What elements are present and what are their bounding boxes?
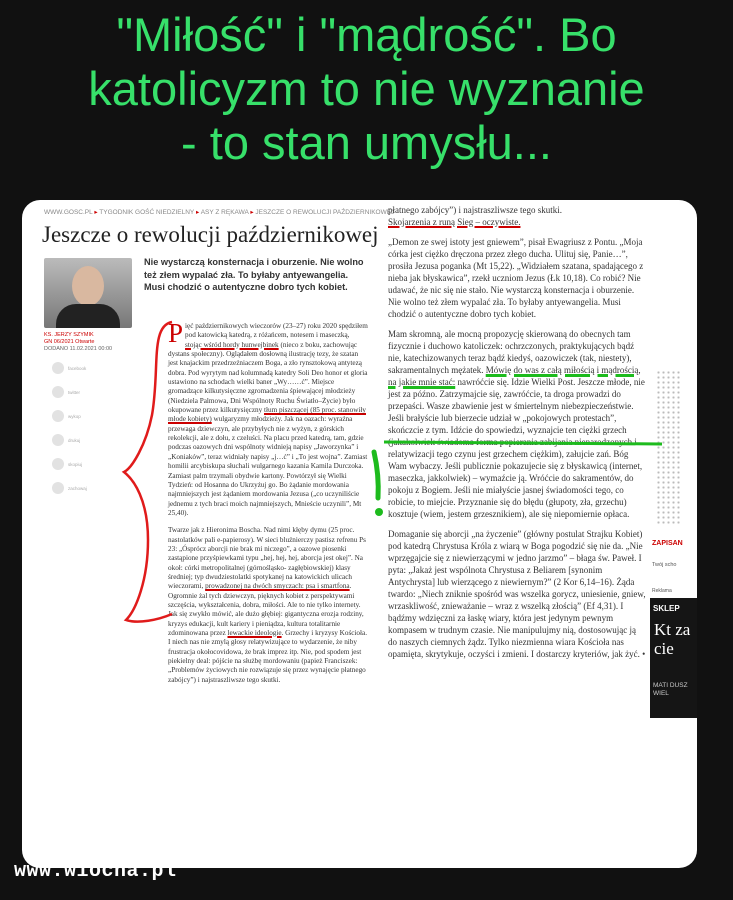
highlighted-phrase: Mówię do was z całą miłością i mądrością, na jakie mnie stać: [388,365,641,387]
underlined-phrase: tłum piszczącej (85 proc. stanowiły młode kobiety) [168,406,366,424]
print-icon [52,434,64,446]
shop-banner[interactable] [650,598,697,718]
breadcrumb-item[interactable]: ASY Z RĘKAWA [200,209,249,216]
print-button[interactable]: drukuj [52,434,87,446]
headline-line-1: "Miłość" i "mądrość". Bo [116,8,617,61]
copy-icon [52,458,64,470]
underlined-phrase: stojąc wśród hordy hunwejbinek [185,340,279,349]
share-twitter[interactable]: twitter [52,386,87,398]
breadcrumb: WWW.GOSC.PL ▸ TYGODNIK GOŚĆ NIEDZIELNY ▸ ASY Z RĘKAWA ▸ JESZCZE O REWOLUCJI PAŹDZIERNIKOWEJ [44,209,395,216]
paragraph: Pięć październikowych wieczorów (23–27) roku 2020 spędziłem pod katowicką katedrą, z różańcem, notesem i maseczką, stojąc wśród hordy hunwejbinek (nieco z boku, zachowując dystans społeczny). Oglądałem dosłowną ilustrację tezy, że szatan jest knajackim przedrzeźniaczem Boga, a zło rynsztokową antytezą dobra. Pod wyrytym nad kolumnadą katedry Soli Deo honor et gloria ustawiono na schodach wielki baner „Wy……ć”. Miejsce gromadzące kilkutysięczne zgromadzenia śpiewającej młodzieży (Niedziela Palmowa, Dni Wspólnoty Ruchu Światło–Życie) było okupowane przez kilkutysięczny tłum piszczącej (85 proc. stanowiły młode kobiety) wulgaryzmy młodzieży. Jak na oazach: wyraźna przewaga dziewczyn, ale przybyłych nie z wyżyn, z górskich rekolekcji, ale z dołu, z czeluści. Na placu przed katedrą, tam, gdzie podczas oazowych dni wspólnoty widnieją napisy „Jaworzynka” i „Koniaków”, teraz widniały napisy „j…ć” i „To jest wojna”. Zamiast homilii arcybiskupa słuchali wulgarnego kazania Kamila Durczoka. Zamiast palm trzymali obydwie kartony. Powtórzył się Wielki Tydzień: od Hosanna do Ukrzyżuj go. Bo żądanie mordowania najmniejszych jest żądaniem mordowania Jezusa („co uczyniliście jednemu z tych braci moich najmniejszych, Mnieście uczynili”, Mt 25,40). [168,318,368,517]
article-title: Jeszcze o rewolucji październikowej [42,222,379,247]
breadcrumb-item[interactable]: TYGODNIK GOŚĆ NIEDZIELNY [99,209,195,216]
share-wykop[interactable]: wykop [52,410,87,422]
ad-placeholder [656,370,682,525]
shop-banner-title: SKLEP [653,604,680,613]
newsletter-subtext: Twój scho [652,562,677,568]
save-button[interactable]: zachowaj [52,482,87,494]
publish-date: DODANO 11.02.2021 00:00 [44,346,113,352]
underlined-phrase: Skojarzenia z runą Sieg – oczywiste. [388,217,521,227]
article-lead: Nie wystarczą konsternacja i oburzenie. Nie wolno też złem wypalać zła. To byłaby antyewangelia. Musi chodzić o autentyczne dobro tych kobiet. [144,257,364,292]
breadcrumb-item[interactable]: JESZCZE O REWOLUCJI PAŹDZIERNIKOWEJ [255,209,395,216]
paragraph: Domaganie się aborcji „na życzenie” (główny postulat Strajku Kobiet) pod katedrą Chrystusa Króla z wiarą w Boga pogodzić się nie da. „Nie wprzęgajcie się z niewierzącymi w jedno jarzmo” – błaga św. Paweł. I pyta: „Jakaż jest wspólnota Chrystusa z Beliarem [synonim Antychrysta] lub wierzącego z niewiernym?” (2 Kor 6,14–16). Żąda twardo: „Niech zniknie spośród was wszelka gorycz, uniesienie, gniew, wrzaskliwość, znieważanie – wraz z wszelką złością” (Ef 4,31). I bądźmy wdzięczni za łaskę wiary, która jest jedynym pewnym kompasem w trudnym czasie. Nie manipulujmy nią, dostosowując ją do naszych ciemnych żądz. Tylko niezmienna wiara Kościoła nas opamięta, skrytykuje, oczyści i zmieni. I dostarczy kryteriów, jak żyć. • [388,529,646,659]
article-left-column [40,200,395,868]
author-name[interactable]: KS. JERZY SZYMIK [44,332,94,338]
article-body-left [168,318,368,693]
site-sidebar [650,200,697,868]
headline [0,8,733,170]
newsletter-label[interactable]: ZAPISAN [652,540,683,547]
underlined-phrase: lewackie ideologie [227,629,282,637]
paragraph: płatnego zabójcy”) i najstraszliwsze tego skutki. Skojarzenia z runą Sieg – oczywiste. [388,205,562,227]
site-watermark: www.wiocha.pl [14,860,177,883]
wykop-icon [52,410,64,422]
twitter-icon [52,386,64,398]
article-right-column [384,200,646,868]
shop-banner-headline: Kt za cie [654,620,691,658]
drop-cap: P [168,318,184,348]
bookmark-icon [52,482,64,494]
exclamation-icon [374,452,383,516]
underlined-phrase: prowadzonej na dwóch smyczach: psa i smartfona [205,582,350,591]
headline-line-3: - to stan umysłu... [181,116,552,169]
facebook-icon [52,362,64,374]
ad-label: Reklama [652,588,672,594]
headline-line-2: katolicyzm to nie wyznanie [88,62,645,115]
copy-button[interactable]: skopiuj [52,458,87,470]
author-photo [44,258,132,328]
paragraph: Twarze jak z Hieronima Boscha. Nad nimi kłęby dymu (25 proc. nastolatków pali e-papierosy). W sieci bluźnierczy pastisz refrenu Ps 23: „Ósprócz aborcji nie brak mi niczego”, a oazowe piosenki zastąpione przyśpiewkami typu „hej, hej, hej, aborcja jest okej”. Na okoł: córki metropolitalnej (górnośląsko- zagłębiowskiej) klasy średniej; typ dwudziestolatki spotykanej na katowickich ulicach wieczorami, prowadzonej na dwóch smyczach: psa i smartfona. Ogromnie żal tych dziewczyn, pięknych kobiet z perspektywami szczęścia, wykształcenia, dobra, miłości. Ale to nie tylko internety. Jak się zwykło mówić, ale dużo głębiej: gigantyczna erozja rodziny, kryzys edukacji, kult kariery i pieniądza, kultura totalitarnie zdominowana przez lewackie ideologie. Grzechy i kryzysy Kościoła. I niech nas nie zmylą głosy relatywizujące to wydarzenie, że niby frustracja okołocovidowa, że brak imprez itp. Nie, pod spodem jest piekielny deal: pójście na służbę mordowaniu (papież Franciszek: „Problemów życiowych nie rozwiązuje się przez wynajęcie płatnego zabójcy”) i najstraszliwsze tego skutki. [168,526,368,684]
breadcrumb-item[interactable]: WWW.GOSC.PL [44,209,93,216]
paragraph: Mam skromną, ale mocną propozycję skierowaną do obecnych tam fizycznie i duchowo katoliczek: ochrzczonych, praktykujących bądź nie, katechizowanych teraz bądź kiedyś, oazowiczek (tak, niestety), sakramentalnych mężatek. Mówię do was z całą miłością i mądrością, na jakie mnie stać: nawróćcie się. Idzie Wielki Post. Jeszcze młode, nie jest za późno. Zatrzymajcie się, zawróćcie, ta droga prowadzi do przepaści. Wasze zbawienie jest w śmiertelnym niebezpieczeństwie. Jeśli brałyście lub bierzecie udział w „pokojowych protestach”, skończcie z tym. Idźcie do spowiedzi, wyznajcie ten ciężki grzech (jakakolwiek świadoma forma popierania zabijania nienarodzonych i relatywizacji tego czynu jest grzechem ciężkim), załujcie zań. Bóg Wam wybaczy. Jeśli publicznie pokazujecie się z błyskawicą (internet, maseczka, jakkolwiek) – wymaźcie ją. Wróćcie do sakramentów, do pokoju z Bogiem. Jeśli nie miałyście jasnej świadomości tego, co robicie, to miejcie. Przyznanie się do błędu (głupoty, zła, grzechu) kosztuje (wiem, jestem grzesznikiem), ale się niepomiernie opłaca. [388,329,645,519]
shop-banner-caption: MATI DUSZ WIEL [653,682,688,697]
share-buttons [52,362,87,506]
article-body-right [388,204,646,668]
article-screenshot [22,200,697,868]
author-info [44,332,112,353]
author-issue[interactable]: GN 06/2021 Otwarte [44,339,95,345]
share-facebook[interactable]: facebook [52,362,87,374]
paragraph: „Demon ze swej istoty jest gniewem”, pisał Ewagriusz z Pontu. „Moja córka jest ciężko dręczona przez złego ducha. Ulituj się, Panie…”, prosiła Jezusa poganka (Mt 15,22). „Widziałem szatana, spadającego z nieba jak błyskawica”, rzekł uczniom Jezus (Łk 10,18). Co robić? Nie udawać, że nic się nie stało. Nie wystarczą konsternacja i oburzenie. Nie wolno też złem wypalać zła. To byłaby antyewangelia. Musi chodzić o autentyczne dobro tych kobiet. [388,237,644,319]
